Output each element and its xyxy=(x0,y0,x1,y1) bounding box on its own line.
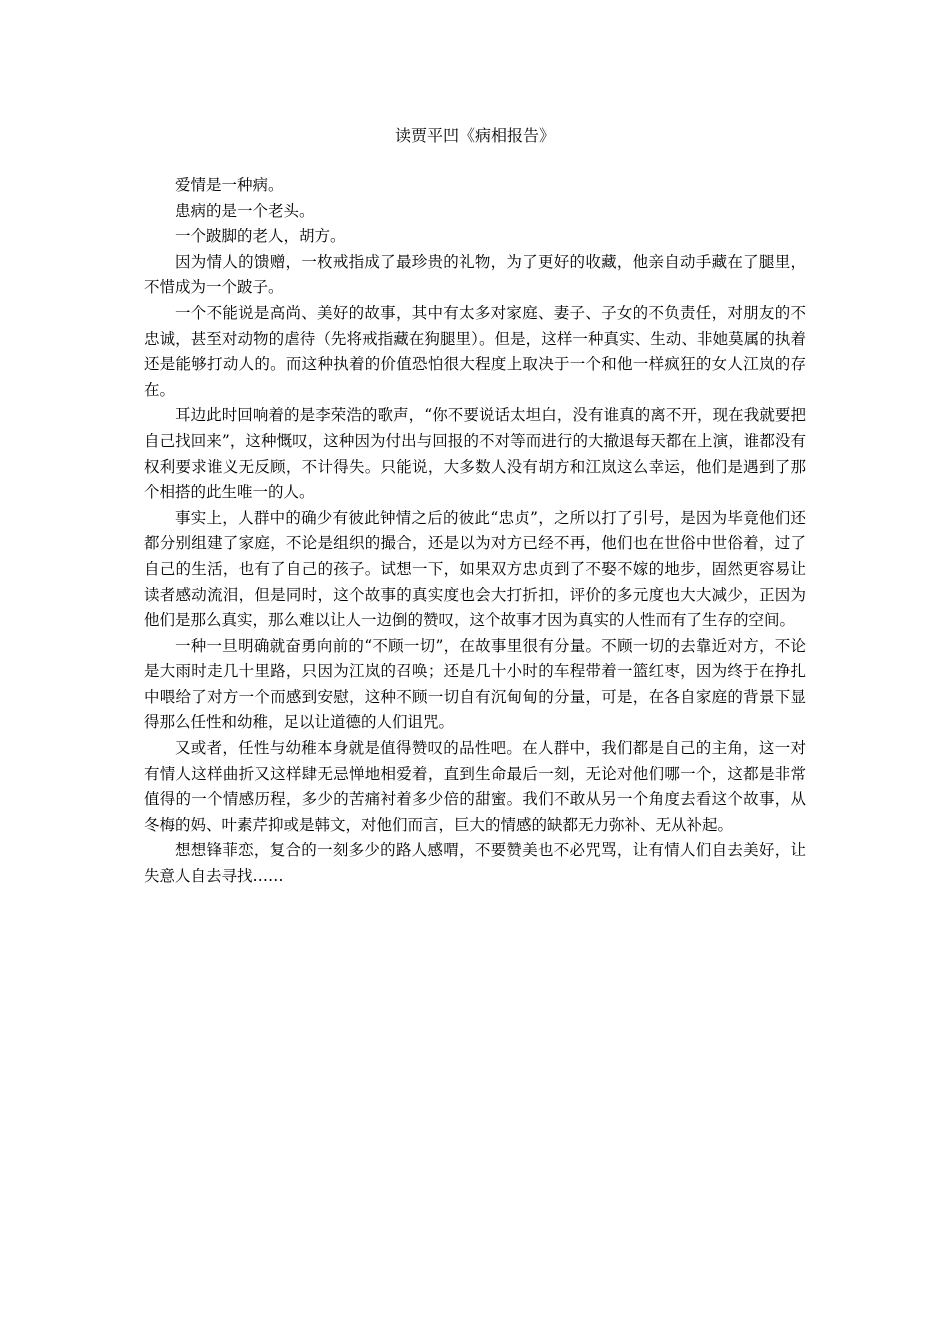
paragraph-5: 一个不能说是高尚、美好的故事，其中有太多对家庭、妻子、子女的不负责任，对朋友的不忠诚，甚至对动物的虐待（先将戒指藏在狗腿里）。但是，这样一种真实、生动、非她莫属的执着还是能够打动人的。而这种执着的价值恐怕很大程度上取决于一个和他一样疯狂的女人江岚的存在。 xyxy=(144,303,806,399)
paragraph-9: 又或者，任性与幼稚本身就是值得赞叹的品性吧。在人群中，我们都是自己的主角，这一对有情人这样曲折又这样肆无忌惮地相爱着，直到生命最后一刻，无论对他们哪一个，这都是非常值得的一个情感历程，多少的苦痛衬着多少倍的甜蜜。我们不敢从另一个角度去看这个故事，从冬梅的妈、叶素芹抑或是韩文，对他们而言，巨大的情感的缺都无力弥补、无从补起。 xyxy=(144,739,806,834)
paragraph-3: 一个跛脚的老人，胡方。 xyxy=(175,227,346,246)
paragraph-7: 事实上，人群中的确少有彼此钟情之后的彼此“忠贞”，之所以打了引号，是因为毕竟他们还都分别组建了家庭，不论是组织的撮合，还是以为对方已经不再，他们也在世俗中世俗着，过了自己的生活，也有了自己的孩子。试想一下，如果双方忠贞到了不娶不嫁的地步，固然更容易让读者感动流泪，但是同时，这个故事的真实度也会大打折扣，评价的多元度也大大减少，正因为他们是那么真实，那么难以让人一边倒的赞叹，这个故事才因为真实的人性而有了生存的空间。 xyxy=(144,508,806,630)
document-body xyxy=(144,173,806,890)
paragraph-4: 因为情人的馈赠，一枚戒指成了最珍贵的礼物，为了更好的收藏，他亲自动手藏在了腿里，不惜成为一个跛子。 xyxy=(144,252,806,297)
document-title: 读贾平凹《病相报告》 xyxy=(394,126,555,145)
paragraph-1: 爱情是一种病。 xyxy=(175,176,284,194)
paragraph-2: 患病的是一个老头。 xyxy=(175,201,315,220)
paragraph-10: 想想锋菲恋，复合的一刻多少的路人感喟，不要赞美也不必咒骂，让有情人们自去美好，让失意人自去寻找…… xyxy=(144,841,806,886)
paragraph-6: 耳边此时回响着的是李荣浩的歌声，“你不要说话太坦白，没有谁真的离不开，现在我就要把自己找回来”，这种慨叹，这种因为付出与回报的不对等而进行的大撤退每天都在上演，谁都没有权利要求谁义无反顾，不计得失。只能说，大多数人没有胡方和江岚这么幸运，他们是遇到了那个相搭的此生唯一的人。 xyxy=(144,406,806,502)
paragraph-8: 一种一旦明确就奋勇向前的“不顾一切”，在故事里很有分量。不顾一切的去靠近对方，不论是大雨时走几十里路，只因为江岚的召唤；还是几十小时的车程带着一篮红枣，因为终于在挣扎中喂给了对方一个而感到安慰，这种不顾一切自有沉甸甸的分量，可是，在各自家庭的背景下显得那么任性和幼稚，足以让道德的人们诅咒。 xyxy=(144,636,806,732)
